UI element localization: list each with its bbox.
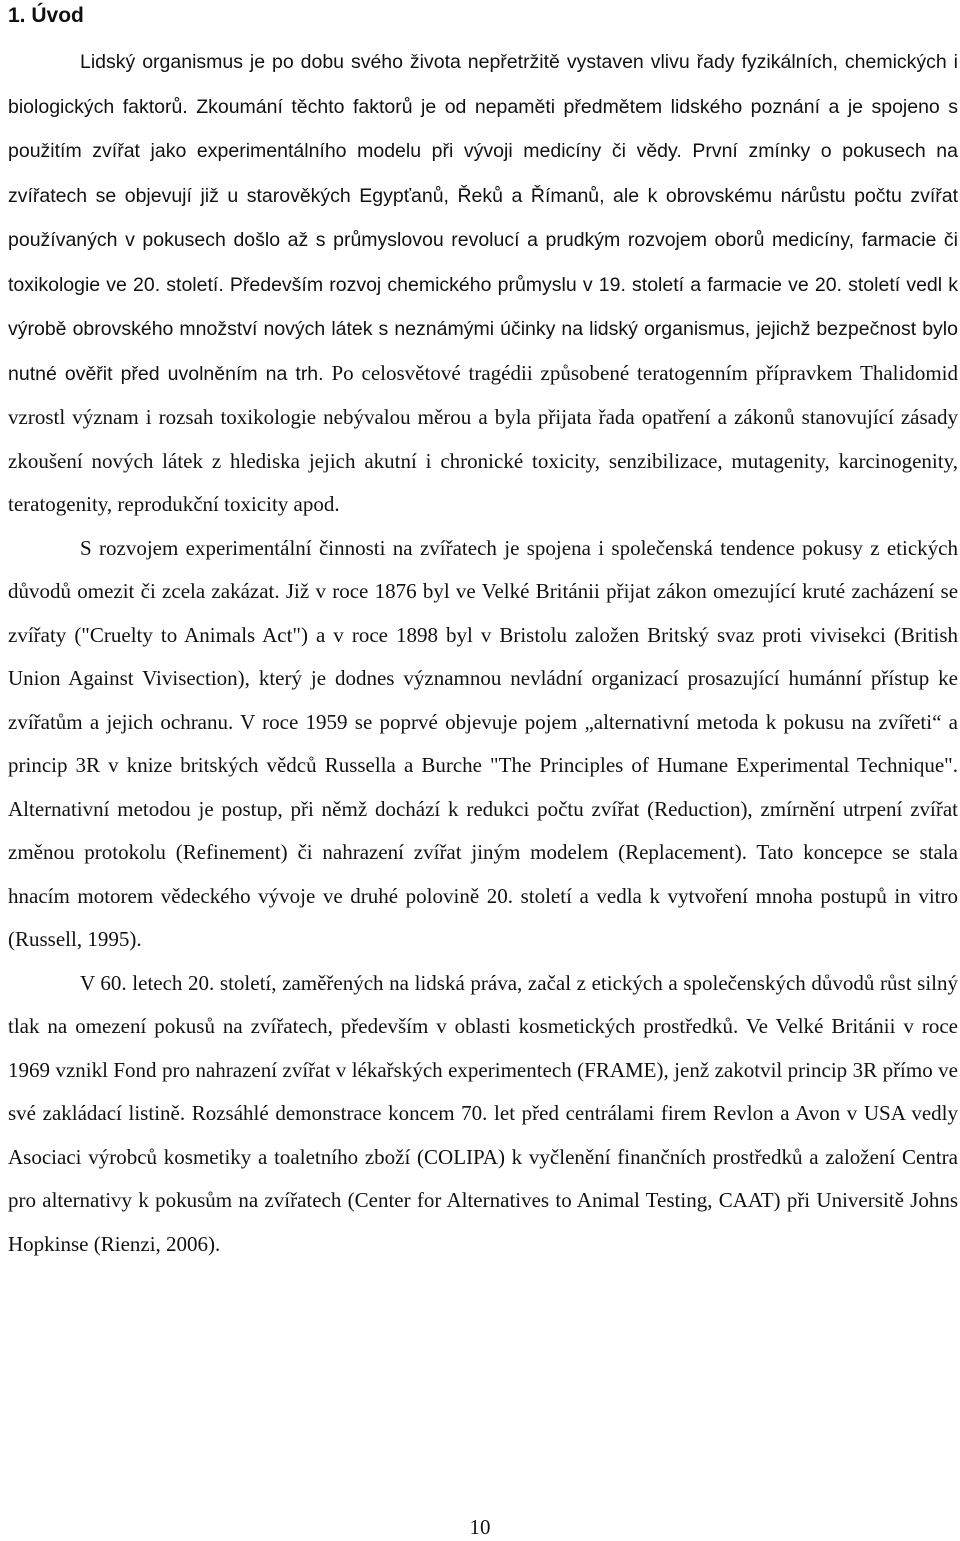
paragraph-3-serif-text: V 60. letech 20. století, zaměřených na lidská práva, začal z etických a společenských důvodů růst silný tlak na omezení pokusů na zvířatech, především v oblasti kosmetických prostředků. Ve Velké Británii v roce 1969 vznikl Fond pro nahrazení zvířat v lékařských experimentech (FRAME), jenž zakotvil princip 3R přímo ve své zakládací listině. Rozsáhlé demonstrace koncem 70. let před centrálami firem Revlon a Avon v USA vedly Asociaci výrobců kosmetiky a toaletního zboží (COLIPA) k vyčlenění finančních prostředků a založení Centra pro alternativy k pokusům na zvířatech (Center for Alternatives to Animal Testing, CAAT) při Universitě Johns Hopkinse (Rienzi, 2006). <box>8 970 958 1256</box>
paragraph-1-serif-text: Po celosvětové tragédii způsobené teratogenním přípravkem Thalidomid vzrostl význam i rozsah toxikologie nebývalou měrou a byla přijata řada opatření a zákonů stanovující zásady zkoušení nových látek z hlediska jejich akutní i chronické toxicity, senzibilizace, mutagenity, karcinogenity, teratogenity, reprodukční toxicity apod. <box>8 360 958 516</box>
page-number: 10 <box>469 1515 491 1539</box>
paragraph-1-sans-text: Lidský organismus je po dobu svého života nepřetržitě vystaven vlivu řady fyzikálních, chemických i biologických faktorů. Zkoumání těchto faktorů je od nepaměti předmětem lidského poznání a je spojeno s použitím zvířat jako experimentálního modelu při vývoji medicíny či vědy. První zmínky o pokusech na zvířatech se objevují již u starověkých Egypťanů, Řeků a Římanů, ale k obrovskému nárůstu počtu zvířat používaných v pokusech došlo až s průmyslovou revolucí a prudkým rozvojem oborů medicíny, farmacie či toxikologie ve 20. století. Především rozvoj chemického průmyslu v 19. století a farmacie ve 20. století vedl k výrobě obrovského množství nových látek s neznámými účinky na lidský organismus, jejichž bezpečnost bylo nutné ověřit před uvolněním na trh. <box>8 51 958 385</box>
section-heading: 1. Úvod <box>8 4 84 27</box>
paragraph-2-serif-text: Již v roce 1876 byl ve Velké Británii přijat zákon omezující kruté zacházení se zvířaty ("Cruelty to Animals Act") a v roce 1898 byl v Bristolu založen Britský svaz proti vivisekci (British Union Against Vivisection), který je dodnes významnou nevládní organizací prosazující humánní přístup ke zvířatům a jejich ochranu. V roce 1959 se poprvé objevuje pojem „alternativní metoda k pokusu na zvířeti“ a princip 3R v knize britských vědců Russella a Burche "The Principles of Humane Experimental Technique". Alternativní metodou je postup, při němž dochází k redukci počtu zvířat (Reduction), zmírnění utrpení zvířat změnou protokolu (Refinement) či nahrazení zvířat jiným modelem (Replacement). Tato koncepce se stala hnacím motorem vědeckého vývoje ve druhé polovině 20. století a vedla k vytvoření mnoha postupů in vitro (Russell, 1995). <box>8 579 959 951</box>
paragraph-2 <box>8 527 958 962</box>
paragraph-3 <box>8 962 958 1267</box>
paragraph-2-lead-text: S rozvojem experimentální činnosti na zvířatech je spojena i společenská tendence pokusy z etických důvodů omezit či zcela zakázat. <box>8 535 958 603</box>
paragraph-1 <box>8 40 958 527</box>
body-text <box>8 40 958 1266</box>
